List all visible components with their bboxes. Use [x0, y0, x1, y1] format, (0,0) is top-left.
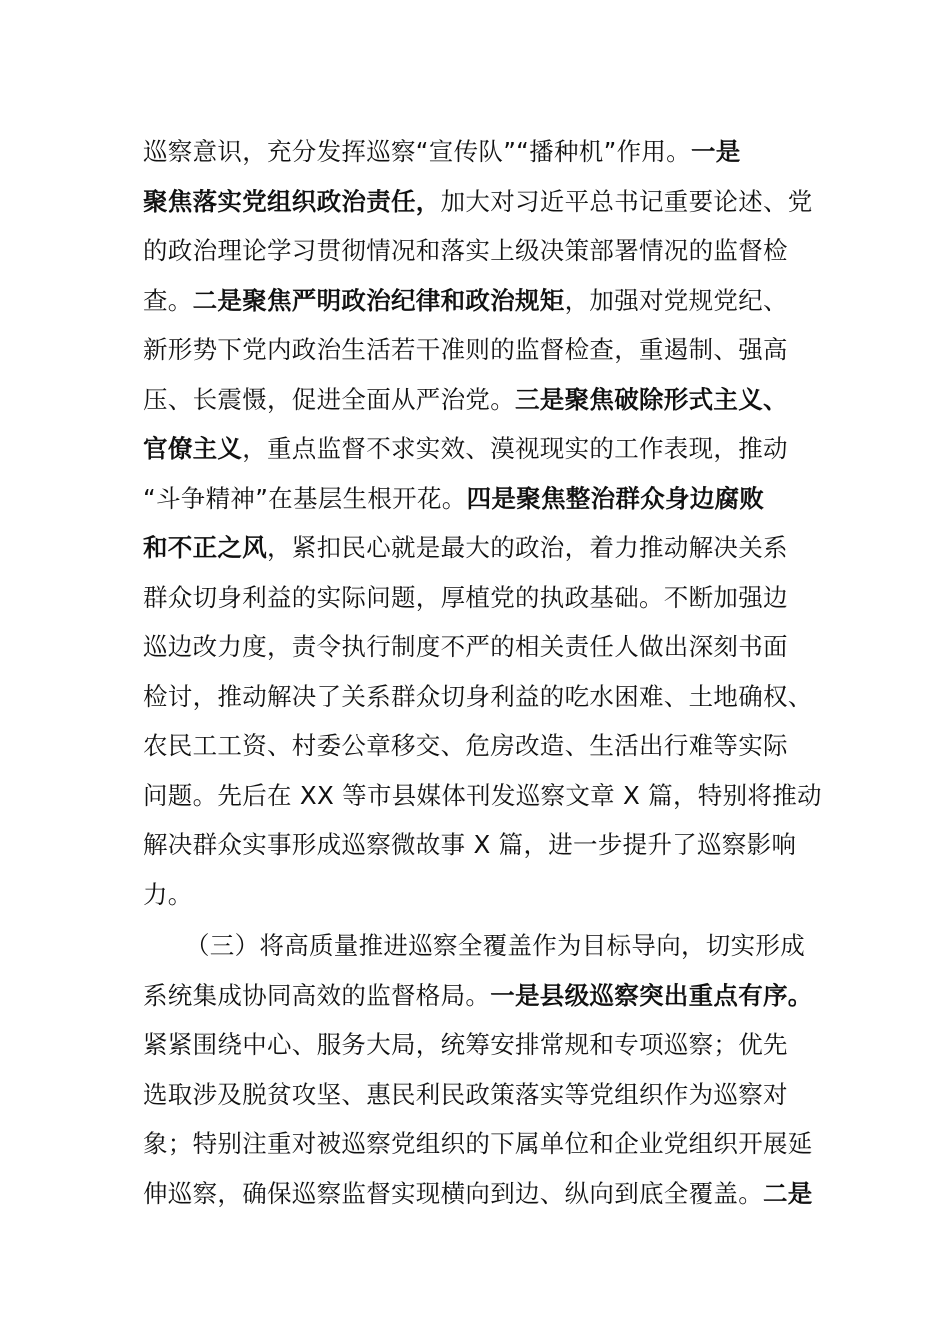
text-segment: 选取涉及脱贫攻坚、惠民利民政策落实等党组织作为巡察对: [143, 1079, 788, 1109]
text-line: [143, 1070, 823, 1120]
text-line: [143, 474, 823, 524]
text-segment: 力。: [143, 879, 193, 909]
text-segment: 巡察意识，充分发挥巡察“宣传队”“播种机”作用。: [143, 137, 691, 166]
text-segment: 查。: [143, 285, 193, 315]
text-segment: 伸巡察，确保巡察监督实现横向到边、纵向到底全覆盖。: [143, 1178, 763, 1208]
text-line: [143, 672, 823, 722]
text-line: [143, 325, 823, 375]
text-segment: ，加强对党规党纪、: [564, 285, 788, 315]
bold-text-segment: 一是: [690, 137, 741, 166]
bold-text-segment: 聚焦落实党组织政治责任，: [143, 186, 441, 216]
text-line: [143, 276, 823, 326]
text-line: [143, 1119, 823, 1169]
text-line: [143, 771, 823, 821]
bold-text-segment: 官僚主义: [143, 434, 243, 463]
text-line: [143, 424, 823, 474]
bold-text-segment: 二是: [763, 1178, 813, 1208]
bold-text-segment: 一是县级巡察突出重点有序。: [490, 980, 813, 1010]
text-line: [143, 921, 823, 971]
text-segment: 问题。先后在 XX 等市县媒体刊发巡察文章 X 篇，特别将推动: [143, 780, 822, 810]
text-line: [143, 375, 823, 425]
text-line: [143, 820, 823, 870]
text-segment: ，紧扣民心就是最大的政治，着力推动解决关系: [267, 533, 788, 562]
text-segment: 农民工工资、村委公章移交、危房改造、生活出行难等实际: [143, 731, 788, 760]
text-segment: 群众切身利益的实际问题，厚植党的执政基础。不断加强边: [143, 582, 788, 612]
text-segment: 解决群众实事形成巡察微故事 X 篇，进一步提升了巡察影响: [143, 830, 797, 859]
text-line: [143, 870, 823, 920]
document-body: [143, 127, 823, 1218]
text-line: [143, 177, 823, 227]
text-line: [143, 1169, 823, 1219]
text-segment: 紧紧围绕中心、服务大局，统筹安排常规和专项巡察；优先: [143, 1030, 788, 1059]
text-line: [143, 622, 823, 672]
text-segment: 新形势下党内政治生活若干准则的监督检查，重遏制、强高: [143, 335, 788, 364]
text-segment: 的政治理论学习贯彻情况和落实上级决策部署情况的监督检: [143, 236, 788, 265]
text-line: [143, 1020, 823, 1070]
text-segment: “斗争精神”在基层生根开花。: [143, 483, 467, 513]
text-segment: ，重点监督不求实效、漠视现实的工作表现，推动: [242, 434, 788, 463]
text-line: [143, 971, 823, 1021]
text-line: [143, 721, 823, 771]
text-line: [143, 226, 823, 276]
text-segment: 压、长震慑，促进全面从严治党。: [143, 384, 515, 414]
text-segment: 象；特别注重对被巡察党组织的下属单位和企业党组织开展延: [143, 1129, 813, 1158]
text-line: [143, 523, 823, 573]
text-segment: 检讨，推动解决了关系群众切身利益的吃水困难、土地确权、: [143, 681, 813, 711]
bold-text-segment: 二是聚焦严明政治纪律和政治规矩: [192, 285, 565, 315]
text-segment: （三）将高质量推进巡察全覆盖作为目标导向，切实形成: [185, 931, 805, 960]
text-line: [143, 573, 823, 623]
bold-text-segment: 三是聚焦破除形式主义、: [515, 384, 788, 414]
text-segment: 巡边改力度，责令执行制度不严的相关责任人做出深刻书面: [143, 632, 788, 661]
text-segment: 系统集成协同高效的监督格局。: [143, 980, 491, 1010]
text-line: [143, 127, 823, 177]
text-segment: 加大对习近平总书记重要论述、党: [440, 186, 813, 216]
bold-text-segment: 四是聚焦整治群众身边腐败: [466, 483, 765, 513]
bold-text-segment: 和不正之风: [143, 533, 267, 562]
